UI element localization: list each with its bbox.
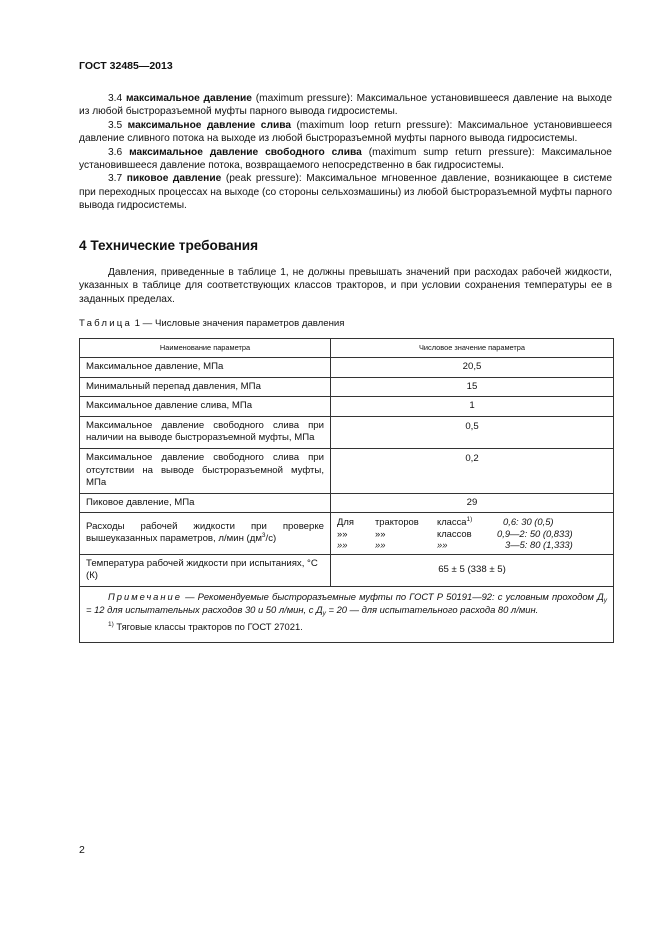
section-paragraph [79,266,612,306]
table-row [80,554,614,586]
table-caption-text: 1 — Числовые значения параметров давления [132,318,345,329]
param-value: 0,5 [331,416,614,448]
param-value: 15 [331,377,614,397]
column-header-parameter: Наименование параметра [80,339,331,358]
param-value: 1 [331,397,614,417]
param-name: Максимальное давление слива, МПа [80,397,331,417]
table-row [80,377,614,397]
table-caption [79,318,344,329]
table-footnote: $^{1)}$ Тяговые классы тракторов по ГОСТ 27021. [108,621,303,633]
pressure-table [79,338,614,643]
document-header: ГОСТ 32485—2013 [79,60,173,72]
definition-3-7: 3.7 пиковое давление (peak pressure): Максимальное мгновенное давление, возникающее в системе при переходных процессах на выходе (со стороны сельхозмашины) из любой быстроразъемной муфты парного вывода гидросистемы. [79,173,612,212]
param-name: Максимальное давление свободного слива при отсутствии на выводе быстроразъемной муфты, МПа [80,448,331,493]
table-note-row [80,586,614,642]
param-value: 0,2 [331,448,614,493]
section-paragraph-text: Давления, приведенные в таблице 1, не должны превышать значений при расходах рабочей жидкости, указанных в таблице для соответствующих классов тракторов, и при условии сохранения температуры ее в заданных пределах. [79,267,612,305]
definition-3-6: 3.6 максимальное давление свободного слива (maximum sump return pressure): Максимальное установившееся давление потока, возвращаемого непосредственно в бак гидросистемы. [79,146,612,172]
param-name: Температура рабочей жидкости при испытаниях, °С (К) [80,554,331,586]
table-row [80,493,614,513]
table-note: Примечание — Рекомендуемые быстроразъемные муфты по ГОСТ Р 50191—92: с условным проходом $Д_у = 12$ для испытательных расходов 30 и 50 л/мин, с $Д_у = 20$ — для испытательного расхода 80 л/мин. [86,590,607,617]
definition-3-4: 3.4 максимальное давление (maximum pressure): Максимальное установившееся давление на выходе из любой быстроразъемной муфты парного вывода гидросистемы. [79,93,612,118]
section-title: 4 Технические требования [79,238,259,253]
page-number: 2 [79,844,85,856]
definition-3-5: 3.5 максимальное давление слива (maximum loop return pressure): Максимальное установившееся давление сливного потока на выходе из любой быстроразъемной муфты парного вывода гидросистемы. [79,119,612,145]
table-row [80,358,614,378]
table-row [80,397,614,417]
param-value-flow [331,513,614,554]
definition-term: максимальное давление свободного слива [129,146,362,158]
param-name-flow: Расходы рабочей жидкости при проверке вышеуказанных параметров, л/мин $(дм^3/с)$ [80,513,331,554]
column-header-value: Числовое значение параметра [331,339,614,358]
definition-term: пиковое давление [126,173,222,185]
flow-values: Для тракторов класса$^{1)}$ 0,6: 30 (0,5) »» »» классов 0,9—2: 50 (0,833) »» »» »» 3—5: 80 (1,333) [337,516,573,551]
param-name: Минимальный перепад давления, МПа [80,377,331,397]
param-value: 29 [331,493,614,513]
param-name: Максимальное давление свободного слива при наличии на выводе быстроразъемной муфты, МПа [80,416,331,448]
definitions-block [79,92,612,213]
table-note-cell [80,586,614,642]
param-value: 65 ± 5 (338 ± 5) [331,554,614,586]
param-name: Максимальное давление, МПа [80,358,331,378]
table-row [80,448,614,493]
table-header-row [80,339,614,358]
definition-term: максимальное давление слива [127,119,292,131]
table-row [80,416,614,448]
table-row-flow [80,513,614,554]
param-name: Пиковое давление, МПа [80,493,331,513]
table-caption-label: Таблица [79,318,133,329]
definition-term: максимальное давление [125,93,252,104]
param-value: 20,5 [331,358,614,378]
